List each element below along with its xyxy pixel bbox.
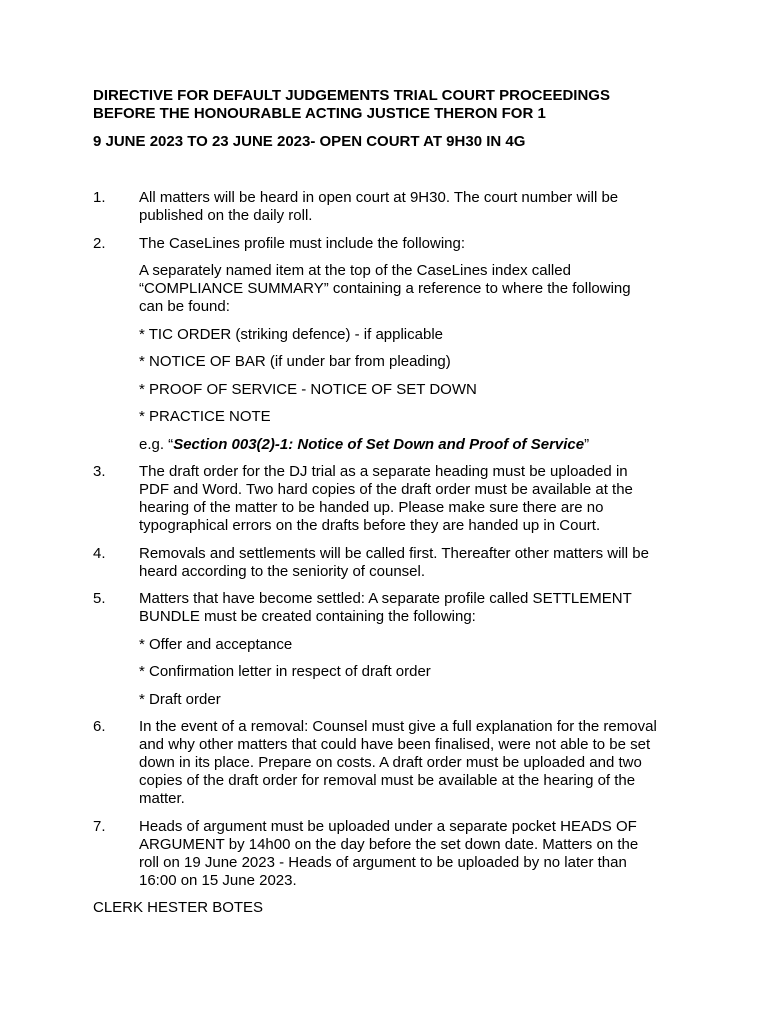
text-line: * Confirmation letter in respect of draft order [139, 663, 431, 680]
text-line: heard according to the seniority of counsel. [139, 562, 426, 580]
text-line: published on the daily roll. [139, 207, 313, 224]
bullet-item [139, 381, 683, 399]
text-line: In the event of a removal: Counsel must give a full explanation for the removal [139, 718, 657, 735]
text-line: down in its place. Prepare on costs. A draft order must be uploaded and two [139, 754, 642, 771]
list-item [93, 718, 683, 808]
bullet-item [139, 636, 683, 654]
item-number: 4. [93, 544, 106, 562]
list-item [93, 545, 683, 581]
item-text [139, 463, 683, 535]
list-item [93, 463, 683, 535]
text-line: * TIC ORDER (striking defence) - if applicable [139, 325, 443, 343]
text-line: ARGUMENT by 14h00 on the day before the set down date. Matters on the [139, 835, 639, 853]
text-line: “COMPLIANCE SUMMARY” containing a reference to where the following [139, 280, 631, 297]
directive-title [93, 87, 713, 123]
text-line: copies of the draft order for removal must be available at the hearing of the [139, 772, 636, 789]
example-suffix: ” [584, 435, 590, 453]
item-text [139, 545, 683, 581]
text-line: BUNDLE must be created containing the following: [139, 608, 476, 625]
text-line: can be found: [139, 298, 230, 315]
text-line: roll on 19 June 2023 - Heads of argument to be uploaded by no later than [139, 853, 627, 871]
title-line: DIRECTIVE FOR DEFAULT JUDGEMENTS TRIAL COURT PROCEEDINGS [93, 87, 610, 104]
item-text [139, 189, 683, 225]
example-prefix: e.g. “ [139, 435, 174, 453]
text-line: typographical errors on the drafts before they are handed up in Court. [139, 517, 601, 534]
item-number: 1. [93, 189, 106, 206]
text-line: The draft order for the DJ trial as a separate heading must be uploaded in [139, 463, 628, 480]
text-line: and why other matters that could have been finalised, were not able to be set [139, 736, 651, 753]
item-text [139, 590, 683, 626]
text-line [139, 436, 683, 454]
list-item [93, 235, 683, 253]
dates-line: 9 JUNE 2023 TO 23 JUNE 2023- OPEN COURT AT 9H30 IN 4G [93, 133, 526, 150]
text-line: A separately named item at the top of the CaseLines index called [139, 262, 571, 279]
text-line: matter. [139, 790, 185, 807]
example-section-ref: Section 003(2)-1: Notice of Set Down and Proof of Service [173, 435, 585, 453]
text-line: hearing of the matter to be handed up. Please make sure there are no [139, 499, 604, 516]
list-item [93, 189, 683, 225]
text-line: * Draft order [139, 690, 221, 708]
list-item [93, 818, 683, 890]
item-number: 2. [93, 234, 106, 252]
item-number: 6. [93, 718, 106, 735]
clerk-signature: CLERK HESTER BOTES [93, 899, 264, 916]
text-line: The CaseLines profile must include the following: [139, 234, 466, 252]
text-line: All matters will be heard in open court at 9H30. The court number will be [139, 189, 619, 206]
item-text [139, 235, 683, 253]
bullet-item [139, 353, 683, 371]
sub-paragraph [139, 262, 683, 316]
text-line: Removals and settlements will be called first. Thereafter other matters will be [139, 544, 649, 562]
text-line: 16:00 on 15 June 2023. [139, 871, 297, 889]
title-line: BEFORE THE HONOURABLE ACTING JUSTICE THERON FOR 1 [93, 105, 546, 122]
item-text [139, 818, 683, 890]
item-text [139, 718, 683, 808]
text-line: * NOTICE OF BAR (if under bar from pleading) [139, 353, 451, 370]
directive-list [93, 189, 683, 917]
bullet-item [139, 663, 683, 681]
text-line: * PRACTICE NOTE [139, 408, 271, 425]
text-line: * PROOF OF SERVICE - NOTICE OF SET DOWN [139, 380, 477, 398]
item-number: 3. [93, 463, 106, 480]
text-line: Heads of argument must be uploaded under a separate pocket HEADS OF [139, 817, 637, 835]
list-item [93, 590, 683, 626]
text-line: PDF and Word. Two hard copies of the draft order must be available at the [139, 481, 633, 498]
item-number: 5. [93, 590, 106, 607]
bullet-item [139, 691, 683, 709]
bullet-item [139, 408, 683, 426]
item-number: 7. [93, 817, 106, 835]
example-reference [139, 436, 683, 454]
text-line: * Offer and acceptance [139, 635, 293, 653]
text-line: Matters that have become settled: A separate profile called SETTLEMENT [139, 590, 632, 607]
bullet-item [139, 326, 683, 344]
directive-dates [93, 133, 713, 151]
